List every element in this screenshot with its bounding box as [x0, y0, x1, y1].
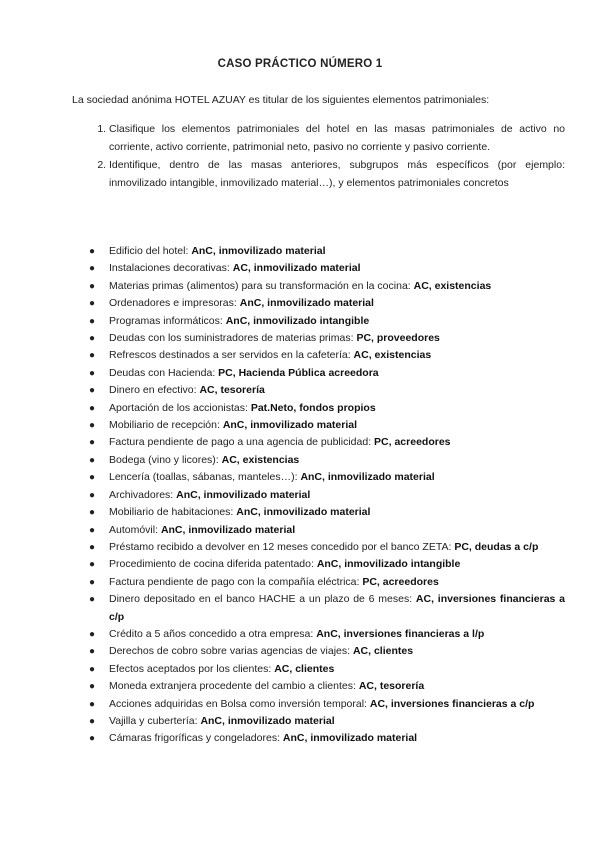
item-answer: AnC, inmovilizado material [176, 488, 311, 501]
list-item [89, 260, 565, 277]
list-item [89, 556, 565, 573]
bullet-icon: ● [89, 594, 96, 606]
item-text: Lencería (toallas, sábanas, manteles…): [109, 471, 301, 484]
item-answer: AnC, inmovilizado material [300, 471, 435, 484]
item-answer: AnC, inmovilizado material [200, 714, 335, 727]
item-answer: PC, proveedores [356, 332, 440, 345]
item-text: Deudas con Hacienda: [109, 366, 219, 379]
bullet-icon: ● [89, 350, 96, 362]
list-item [89, 452, 565, 469]
list-item [89, 469, 565, 486]
elements-list [72, 243, 565, 748]
bullet-icon: ● [89, 472, 96, 484]
item-text: Mobiliario de habitaciones: [109, 506, 237, 519]
page-title: CASO PRÁCTICO NÚMERO 1 [217, 58, 383, 70]
bullet-icon: ● [89, 628, 96, 640]
list-item [89, 661, 565, 678]
bullet-icon: ● [89, 246, 96, 257]
bullet-icon: ● [89, 646, 96, 658]
item-text: Procedimiento de cocina diferida patentado: [109, 558, 317, 571]
item-answer: AC, inversiones financieras a c/p [109, 593, 565, 623]
bullet-icon: ● [89, 698, 96, 710]
bullet-icon: ● [89, 524, 96, 536]
item-answer: AC, existencias [353, 349, 432, 362]
item-answer: AnC, inmovilizado material [239, 297, 374, 310]
item-answer: AC, inmovilizado material [232, 262, 361, 275]
item-text: Derechos de cobro sobre varias agencias de viajes: [109, 645, 353, 658]
bullet-icon: ● [89, 541, 96, 553]
bullet-icon: ● [89, 733, 96, 745]
list-item [89, 539, 565, 556]
item-answer: AnC, inmovilizado material [160, 523, 296, 536]
bullet-icon: ● [89, 280, 96, 292]
item-text: Vajilla y cubertería: [109, 714, 201, 727]
item-text: Factura pendiente de pago con la compañía eléctrica: [109, 575, 363, 588]
bullet-icon: ● [89, 385, 96, 397]
item-answer: AC, inversiones financieras a c/p [369, 697, 535, 710]
item-answer: AnC, inmovilizado material [236, 506, 371, 519]
bullet-icon: ● [89, 315, 96, 327]
bullet-icon: ● [89, 298, 96, 310]
question-item: 2. Identifique, dentro de las masas anteriores, subgrupos más específicos (por ejemplo: inmovilizado intangible, inmovilizado material…), y elementos patrimoniales concretos [109, 156, 565, 192]
list-item [89, 400, 565, 417]
bullet-icon: ● [89, 489, 96, 501]
item-answer: AnC, inmovilizado material [191, 245, 326, 257]
bullet-icon: ● [89, 420, 96, 432]
list-item [89, 347, 565, 364]
item-answer: AnC, inmovilizado material [282, 732, 418, 745]
list-item [89, 678, 565, 695]
item-text: Refrescos destinados a ser servidos en la cafetería: [109, 349, 354, 362]
item-text: Programas informáticos: [109, 314, 226, 327]
bullet-icon: ● [89, 559, 96, 571]
bullet-icon: ● [89, 663, 96, 675]
list-item [89, 243, 565, 260]
list-item [89, 643, 565, 660]
questions-list [72, 120, 565, 192]
question-item: 1. Clasifique los elementos patrimoniales del hotel en las masas patrimoniales de activo no corriente, activo corriente, patrimonial neto, pasivo no corriente y pasivo corriente. [109, 120, 565, 156]
item-answer: AC, existencias [413, 279, 492, 292]
item-text: Deudas con los suministradores de materias primas: [109, 332, 357, 345]
item-text: Préstamo recibido a devolver en 12 meses concedido por el banco ZETA: [109, 540, 455, 553]
item-answer: AC, existencias [221, 453, 300, 466]
item-text: Automóvil: [109, 523, 161, 536]
list-item [89, 713, 565, 730]
bullet-icon: ● [89, 367, 96, 379]
bullet-icon: ● [89, 576, 96, 588]
item-text: Ordenadores e impresoras: [109, 297, 240, 310]
list-item [89, 487, 565, 504]
item-answer: PC, acreedores [374, 436, 451, 449]
bullet-icon: ● [89, 454, 96, 466]
item-answer: AC, tesorería [358, 680, 425, 693]
item-answer: Pat.Neto, fondos propios [250, 401, 376, 414]
item-text: Bodega (vino y licores): [109, 453, 222, 466]
list-item [89, 574, 565, 591]
list-item [89, 330, 565, 347]
list-item [89, 382, 565, 399]
bullet-icon: ● [89, 333, 96, 345]
bullet-icon: ● [89, 681, 96, 693]
list-item [89, 522, 565, 539]
bullet-icon: ● [89, 263, 96, 275]
list-item [89, 591, 565, 626]
item-text: Mobiliario de recepción: [109, 419, 223, 432]
list-item [89, 626, 565, 643]
list-item [89, 504, 565, 521]
bullet-icon: ● [89, 437, 96, 449]
item-text: Crédito a 5 años concedido a otra empresa: [109, 627, 317, 640]
item-answer: AnC, inmovilizado intangible [316, 558, 461, 571]
item-text: Efectos aceptados por los clientes: [109, 662, 275, 675]
item-text: Dinero en efectivo: [109, 384, 200, 397]
bullet-icon: ● [89, 715, 96, 727]
item-answer: AC, tesorería [199, 384, 265, 397]
item-answer: PC, Hacienda Pública acreedora [218, 366, 379, 379]
list-item [89, 365, 565, 382]
item-text: Instalaciones decorativas: [109, 262, 233, 275]
list-item [89, 278, 565, 295]
list-item [89, 313, 565, 330]
item-text: Factura pendiente de pago a una agencia de publicidad: [109, 436, 375, 449]
item-answer: AC, clientes [274, 662, 335, 675]
item-answer: PC, acreedores [362, 575, 439, 588]
item-answer: PC, deudas a c/p [454, 540, 539, 553]
bullet-icon: ● [89, 402, 96, 414]
item-text: Aportación de los accionistas: [109, 401, 251, 414]
item-text: Dinero depositado en el banco HACHE a un plazo de 6 meses: [109, 593, 416, 606]
item-text: Archivadores: [109, 488, 177, 501]
item-answer: AnC, inmovilizado intangible [225, 314, 370, 327]
list-item [89, 696, 565, 713]
item-answer: AC, clientes [352, 645, 414, 658]
item-text: Edificio del hotel: [109, 245, 192, 257]
list-item [89, 730, 565, 747]
item-text: Acciones adquiridas en Bolsa como inversión temporal: [109, 697, 370, 710]
list-item [89, 295, 565, 312]
bullet-icon: ● [89, 507, 96, 519]
item-text: Cámaras frigoríficas y congeladores: [109, 732, 283, 745]
list-item [89, 434, 565, 451]
item-answer: AnC, inmovilizado material [222, 419, 358, 432]
intro-paragraph: La sociedad anónima HOTEL AZUAY es titular de los siguientes elementos patrimoniales: [72, 94, 490, 106]
list-item [89, 417, 565, 434]
item-answer: AnC, inversiones financieras a l/p [316, 627, 485, 640]
item-text: Materias primas (alimentos) para su transformación en la cocina: [109, 279, 414, 292]
item-text: Moneda extranjera procedente del cambio a clientes: [109, 680, 359, 693]
